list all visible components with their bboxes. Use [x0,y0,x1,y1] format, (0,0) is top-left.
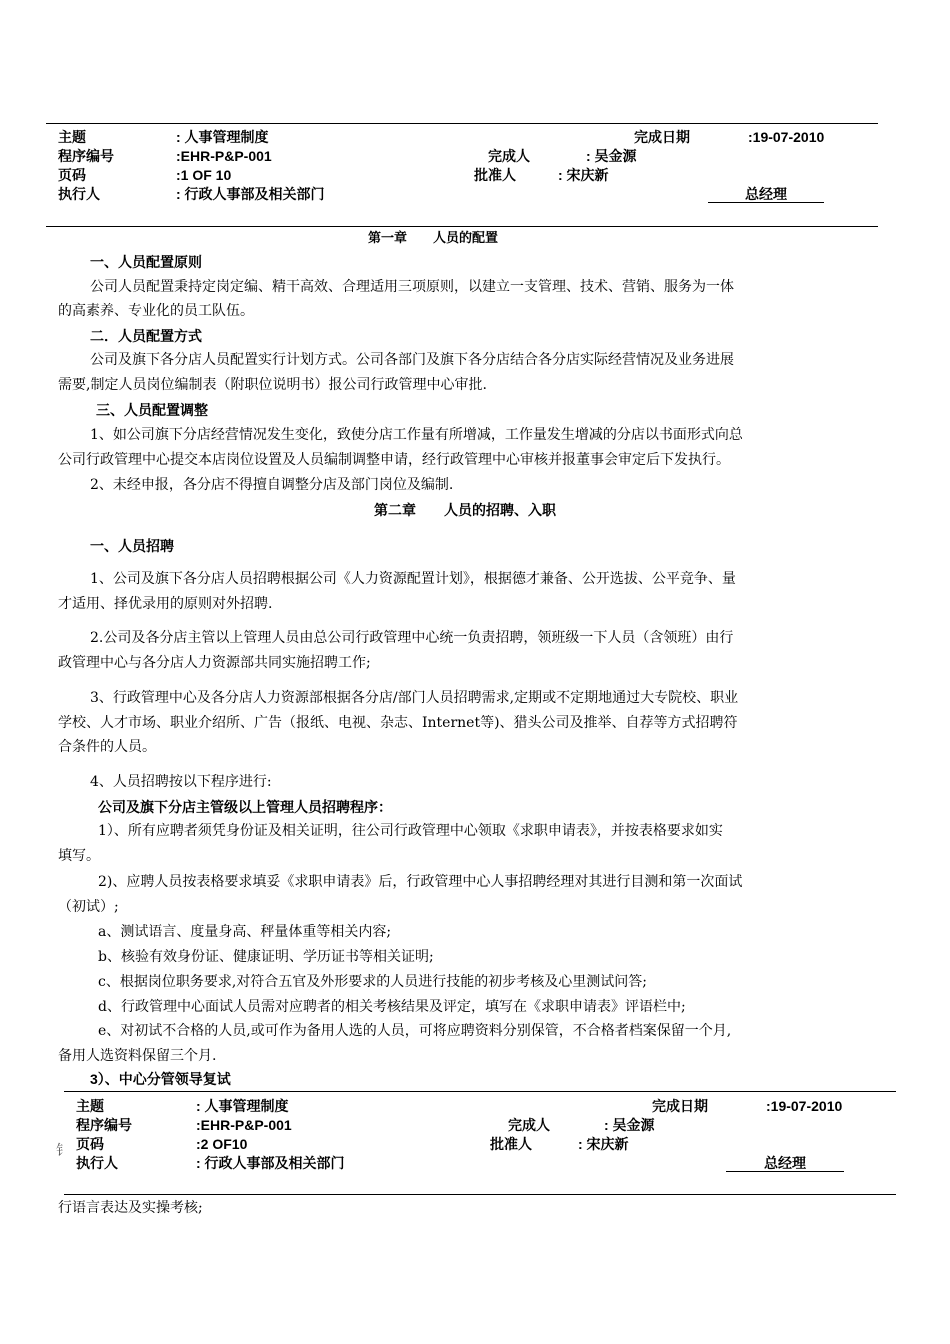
paragraph-line: 3、行政管理中心及各分店人力资源部根据各分店/部门人员招聘需求,定期或不定期地通过大专院校、职业 [90,690,739,706]
paragraph-line: 2、未经申报，各分店不得擅自调整分店及部门岗位及编制. [90,477,454,493]
paragraph-line: 1、如公司旗下分店经营情况发生变化，致使分店工作量有所增减，工作量发生增减的分店以书面形式向总 [90,427,743,443]
subject-value: : 人事管理制度 [176,129,269,145]
page-label: 页码 [58,167,86,183]
procedure-label: 程序编号 [58,148,114,164]
paragraph-line: 2.公司及各分店主管以上管理人员由总公司行政管理中心统一负责招聘，领班级一下人员（含领班）由行 [90,630,734,646]
executor-value: : 行政人事部及相关部门 [196,1155,345,1171]
header-bottom-rule [64,1194,896,1195]
paragraph-line: 1、公司及旗下各分店人员招聘根据公司《人力资源配置计划》，根据德才兼备、公开选拔、公平竞争、量 [90,571,736,587]
author-value: : 吴金源 [604,1117,655,1133]
procedure-value: :EHR-P&P-001 [196,1117,292,1133]
list-item: 备用人选资料保留三个月. [58,1048,217,1064]
subject-label: 主题 [58,129,86,145]
approver-label: 批准人 [474,167,516,183]
paragraph-line: 的高素养、专业化的员工队伍。 [58,303,254,319]
subject-value: : 人事管理制度 [196,1098,289,1114]
executor-label: 执行人 [58,186,100,202]
list-item: e、对初试不合格的人员,或可作为备用人选的人员，可将应聘资料分别保管，不合格者档案保留一个月, [98,1023,732,1039]
chapter-2-title: 第二章 人员的招聘、入职 [374,502,556,518]
procedure-value: :EHR-P&P-001 [176,148,272,164]
list-item: c、根据岗位职务要求,对符合五官及外形要求的人员进行技能的初步考核及心里测试问答; [98,974,648,990]
margin-glyph: 钅 [56,1143,70,1159]
signature-title: 总经理 [726,1155,844,1172]
date-value: :19-07-2010 [766,1098,843,1114]
section-title: 三、人员配置调整 [96,402,208,418]
paragraph-line: （初试）; [58,899,119,915]
paragraph-line: 合条件的人员。 [58,739,156,755]
page-value: :2 OF10 [196,1136,248,1152]
page-value: :1 OF 10 [176,167,232,183]
author-label: 完成人 [508,1117,550,1133]
section-title: 一、人员配置原则 [90,254,202,270]
procedure-title: 公司及旗下分店主管级以上管理人员招聘程序： [98,799,392,815]
paragraph-line: 1）、所有应聘者须凭身份证及相关证明，往公司行政管理中心领取《求职申请表》，并按表格要求如实 [98,823,723,839]
header-top-rule [64,1091,896,1092]
paragraph-line: 行语言表达及实操考核; [58,1200,203,1216]
list-item: a、测试语言、度量身高、秤量体重等相关内容; [98,924,392,940]
paragraph-line: 公司及旗下各分店人员配置实行计划方式。公司各部门及旗下各分店结合各分店实际经营情况及业务进展 [90,352,734,368]
paragraph-line: 填写。 [58,848,100,864]
executor-label: 执行人 [76,1155,118,1171]
approver-label: 批准人 [490,1136,532,1152]
header-top-rule [46,123,878,124]
page-label: 页码 [76,1136,104,1152]
approver-value: : 宋庆新 [558,167,609,183]
chapter-1-title: 第一章 人员的配置 [368,230,499,245]
paragraph-line: 2)、应聘人员按表格要求填妥《求职申请表》后，行政管理中心人事招聘经理对其进行目测和第一次面试 [98,874,743,890]
header-bottom-rule [46,226,878,227]
executor-value: : 行政人事部及相关部门 [176,186,325,202]
author-label: 完成人 [488,148,530,164]
list-item: b、核验有效身份证、健康证明、学历证书等相关证明; [98,949,434,965]
subject-label: 主题 [76,1098,104,1114]
procedure-label: 程序编号 [76,1117,132,1133]
paragraph-line: 4、人员招聘按以下程序进行: [90,774,272,790]
date-label: 完成日期 [652,1098,708,1114]
paragraph-line: 才适用、择优录用的原则对外招聘. [58,596,273,612]
approver-value: : 宋庆新 [578,1136,629,1152]
step-title: 3）、中心分管领导复试 [90,1071,231,1087]
section-title: 一、人员招聘 [90,538,174,554]
section-title: 二．人员配置方式 [90,328,202,344]
list-item: d、行政管理中心面试人员需对应聘者的相关考核结果及评定，填写在《求职申请表》评语栏中; [98,999,686,1015]
paragraph-line: 公司人员配置秉持定岗定编、精干高效、合理适用三项原则，以建立一支管理、技术、营销、服务为一体 [90,279,734,295]
paragraph-line: 公司行政管理中心提交本店岗位设置及人员编制调整申请，经行政管理中心审核并报董事会审定后下发执行。 [58,452,730,468]
paragraph-line: 需要,制定人员岗位编制表（附职位说明书）报公司行政管理中心审批. [58,377,487,393]
author-value: : 吴金源 [586,148,637,164]
date-label: 完成日期 [634,129,690,145]
paragraph-line: 学校、人才市场、职业介绍所、广告（报纸、电视、杂志、Internet等)、猎头公司及推举、自荐等方式招聘符 [58,715,738,731]
date-value: :19-07-2010 [748,129,825,145]
signature-title: 总经理 [708,186,824,203]
paragraph-line: 政管理中心与各分店人力资源部共同实施招聘工作; [58,655,371,671]
